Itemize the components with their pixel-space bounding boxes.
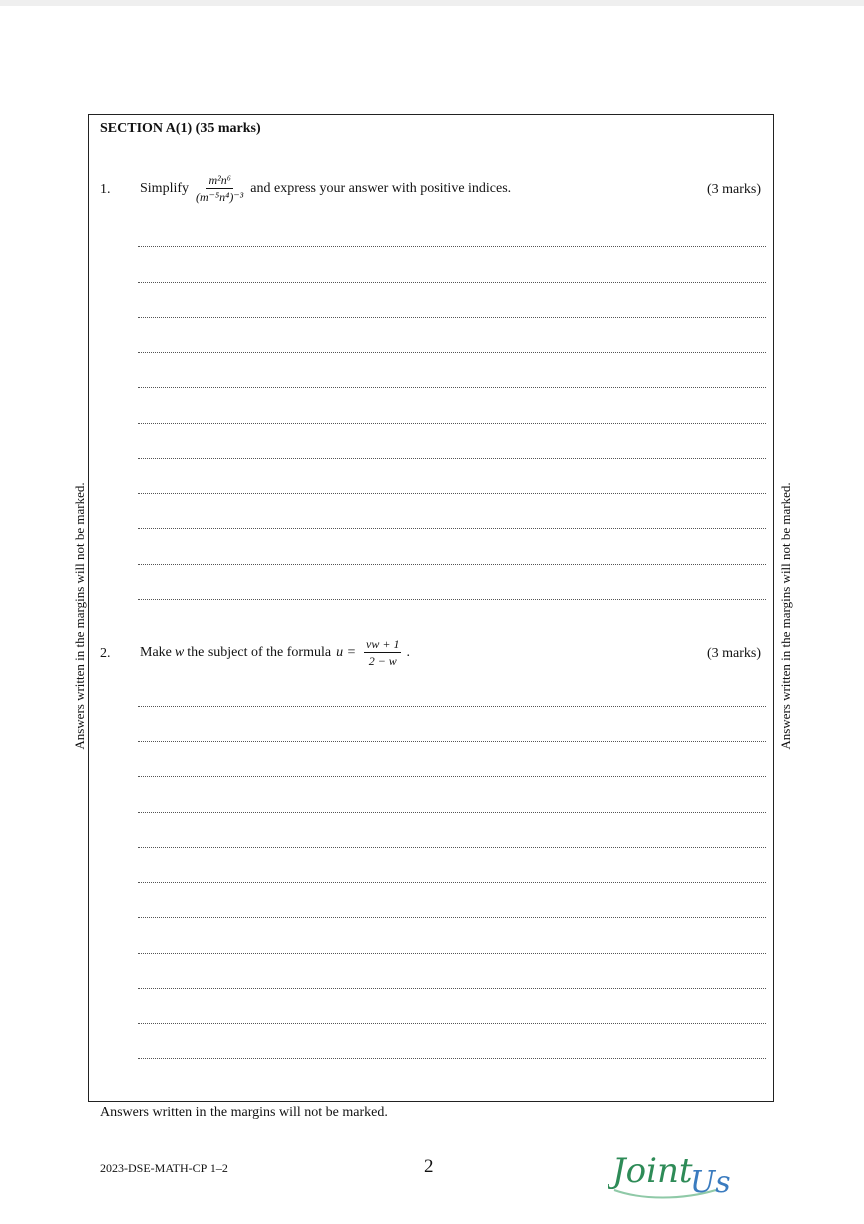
question-2-fraction: [364, 638, 401, 667]
page-top-bar: [0, 0, 864, 6]
answer-line[interactable]: [138, 776, 766, 777]
question-1-text: [140, 174, 511, 203]
question-2-denominator: 2 − w: [368, 654, 397, 668]
question-1-marks: (3 marks): [707, 182, 762, 197]
answer-line[interactable]: [138, 882, 766, 883]
question-2-text: [140, 638, 410, 667]
section-title: SECTION A(1) (35 marks): [100, 121, 261, 136]
question-1-denominator: (m⁻⁵n⁴)⁻³: [196, 190, 244, 204]
question-2-marks: (3 marks): [707, 646, 762, 661]
answer-line[interactable]: [138, 812, 766, 813]
answer-line[interactable]: [138, 528, 766, 529]
question-1-fraction: [194, 174, 245, 203]
svg-text:Us: Us: [690, 1165, 731, 1200]
answer-line[interactable]: [138, 599, 766, 600]
question-1-number: 1.: [100, 182, 111, 197]
answer-line[interactable]: [138, 317, 766, 318]
answer-line[interactable]: [138, 564, 766, 565]
answer-line[interactable]: [138, 953, 766, 954]
question-1-numerator: m²n⁶: [208, 173, 231, 187]
answer-line[interactable]: [138, 352, 766, 353]
question-2-lhs: u =: [336, 644, 357, 660]
answer-line[interactable]: [138, 246, 766, 247]
answer-line[interactable]: [138, 917, 766, 918]
question-2-variable: w: [174, 644, 185, 660]
question-2-numerator: vw + 1: [366, 637, 400, 651]
footer-margin-note: Answers written in the margins will not be marked.: [100, 1105, 388, 1120]
page-number: 2: [424, 1156, 434, 1177]
answer-line[interactable]: [138, 423, 766, 424]
question-1-lead: Simplify: [140, 180, 190, 196]
answer-line[interactable]: [138, 988, 766, 989]
question-2-middle: the subject of the formula: [187, 644, 332, 660]
question-2-tail: .: [406, 644, 410, 660]
answer-line[interactable]: [138, 1058, 766, 1059]
left-margin-note: Answers written in the margins will not be marked.: [72, 482, 87, 750]
answer-line[interactable]: [138, 387, 766, 388]
paper-code: 2023-DSE-MATH-CP 1–2: [100, 1161, 228, 1175]
answer-line[interactable]: [138, 741, 766, 742]
answer-line[interactable]: [138, 282, 766, 283]
right-margin-note: Answers written in the margins will not be marked.: [778, 482, 793, 750]
question-1-tail: and express your answer with positive indices.: [250, 180, 512, 196]
svg-text:Joint: Joint: [612, 1151, 693, 1191]
answer-line[interactable]: [138, 493, 766, 494]
question-2-lead: Make: [140, 644, 172, 660]
answer-line[interactable]: [138, 1023, 766, 1024]
jointus-logo: [608, 1146, 736, 1202]
answer-line[interactable]: [138, 847, 766, 848]
answer-line[interactable]: [138, 458, 766, 459]
answer-line[interactable]: [138, 706, 766, 707]
question-2-number: 2.: [100, 646, 111, 661]
